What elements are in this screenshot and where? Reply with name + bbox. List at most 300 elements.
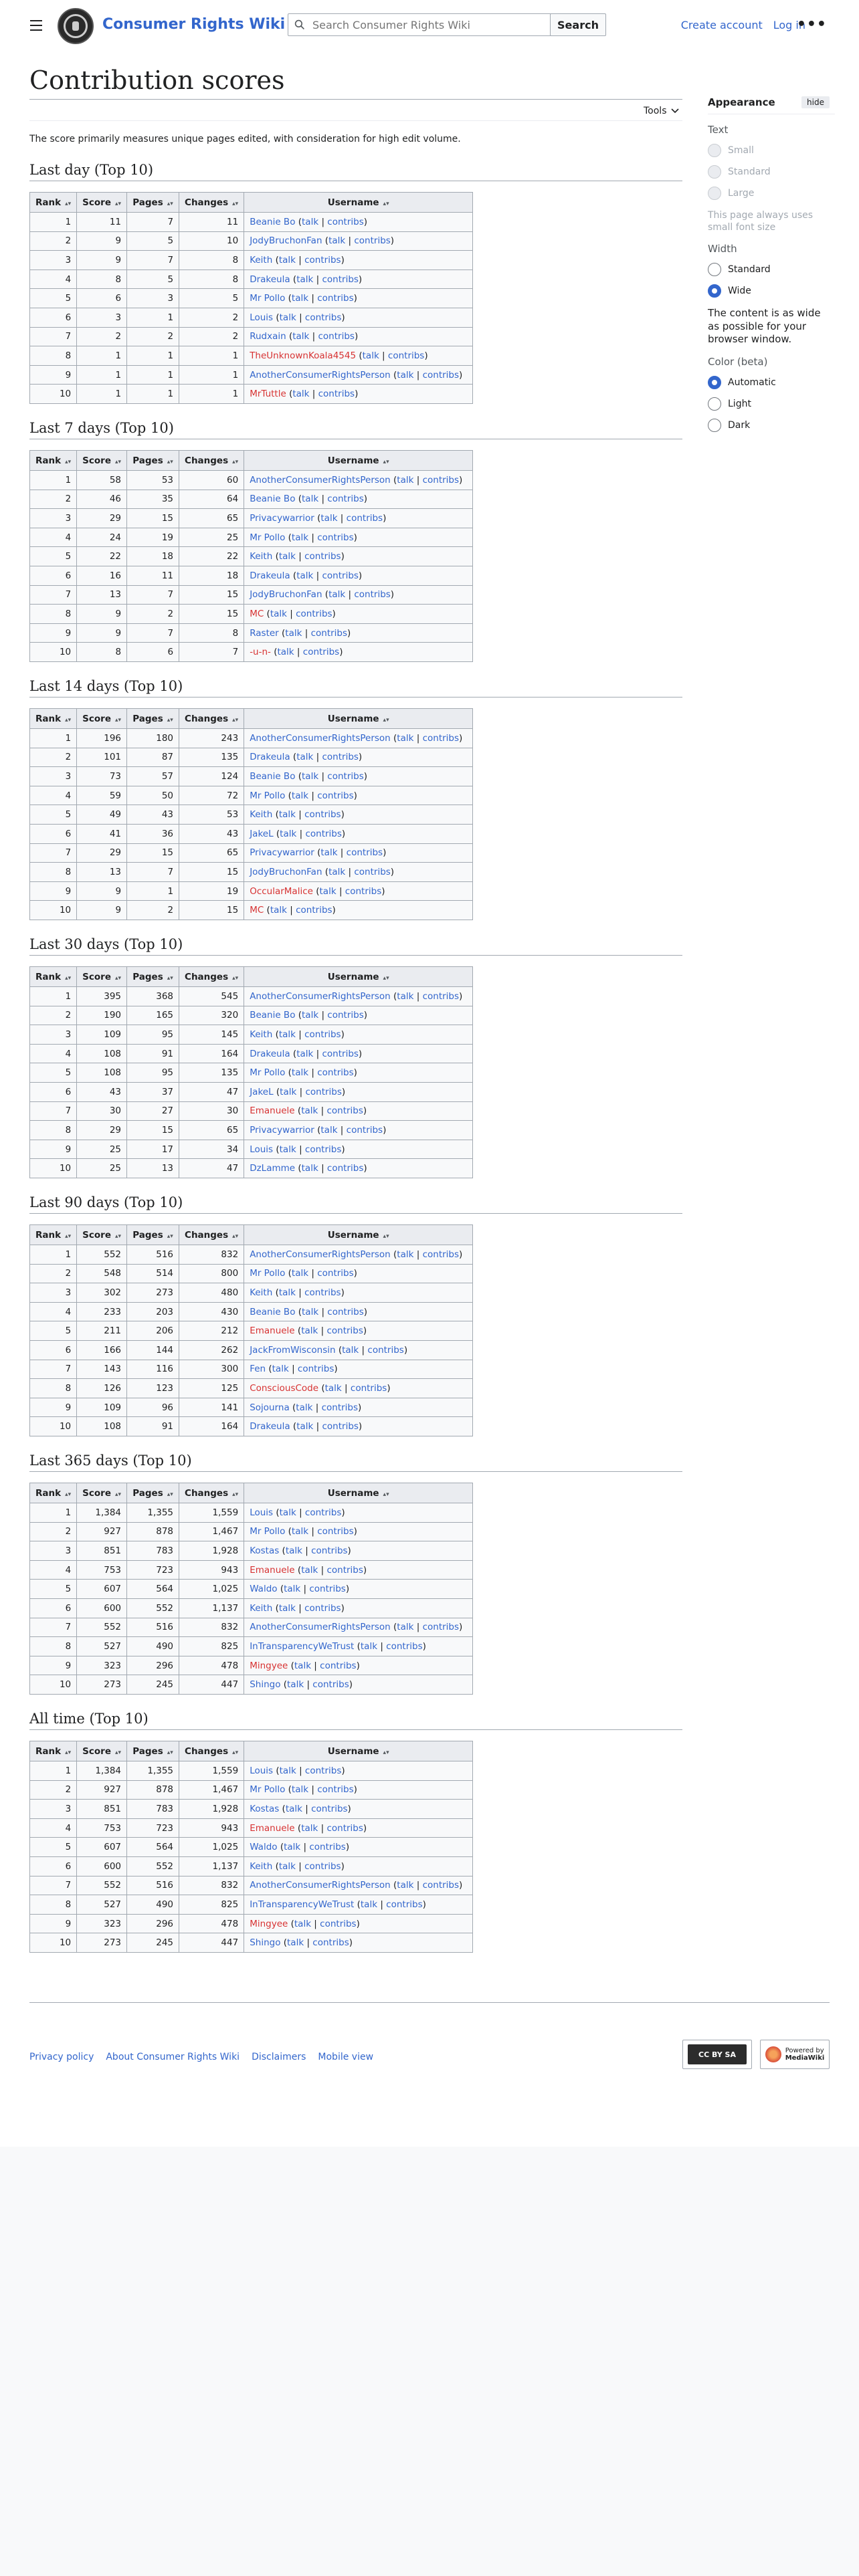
sort-icon[interactable]: ▴▾ (383, 458, 389, 465)
user-link[interactable]: Mr Pollo (250, 1268, 286, 1279)
user-talk-link[interactable]: talk (301, 1822, 318, 1834)
radio-icon[interactable] (708, 263, 721, 276)
user-link[interactable]: Privacywarrior (250, 1124, 314, 1136)
user-link[interactable]: ConsciousCode (250, 1382, 319, 1394)
user-link[interactable]: Louis (250, 312, 274, 323)
sort-icon[interactable]: ▴▾ (383, 200, 389, 207)
user-contribs-link[interactable]: contribs (317, 1268, 354, 1279)
sort-icon[interactable]: ▴▾ (114, 1232, 122, 1240)
user-link[interactable]: Mr Pollo (250, 1784, 286, 1796)
user-contribs-link[interactable]: contribs (354, 235, 391, 247)
user-talk-link[interactable]: talk (291, 532, 309, 543)
user-talk-link[interactable]: talk (319, 885, 337, 897)
user-contribs-link[interactable]: contribs (346, 512, 383, 524)
user-talk-link[interactable]: talk (302, 1010, 319, 1021)
user-contribs-link[interactable]: contribs (304, 1144, 342, 1155)
user-talk-link[interactable]: talk (272, 1364, 289, 1375)
user-link[interactable]: InTransparencyWeTrust (250, 1640, 355, 1652)
user-link[interactable]: Raster (250, 627, 279, 639)
user-contribs-link[interactable]: contribs (318, 389, 355, 400)
sort-icon[interactable]: ▴▾ (383, 716, 389, 724)
user-contribs-link[interactable]: contribs (321, 1402, 359, 1413)
powered-by-mediawiki-badge[interactable] (760, 2040, 830, 2069)
user-contribs-link[interactable]: contribs (346, 847, 383, 859)
user-link[interactable]: Emanuele (250, 1105, 295, 1117)
user-contribs-link[interactable]: contribs (311, 1545, 348, 1556)
column-header-username[interactable] (244, 451, 473, 471)
user-contribs-link[interactable]: contribs (354, 866, 391, 877)
user-talk-link[interactable]: talk (278, 551, 296, 562)
user-link[interactable]: Fen (250, 1364, 266, 1375)
user-link[interactable]: Mr Pollo (250, 1526, 286, 1537)
sort-icon[interactable]: ▴▾ (232, 458, 239, 465)
user-contribs-link[interactable]: contribs (304, 1765, 342, 1776)
user-contribs-link[interactable]: contribs (297, 1364, 335, 1375)
user-talk-link[interactable]: talk (397, 369, 414, 381)
column-header-rank[interactable] (30, 967, 77, 987)
tools-menu[interactable] (644, 106, 679, 116)
user-contribs-link[interactable]: contribs (309, 1842, 346, 1853)
user-link[interactable]: Privacywarrior (250, 512, 314, 524)
more-options-icon[interactable]: ••• (796, 16, 827, 33)
sort-icon[interactable]: ▴▾ (232, 200, 239, 207)
user-talk-link[interactable]: talk (397, 990, 414, 1002)
user-talk-link[interactable]: talk (277, 647, 294, 658)
user-talk-link[interactable]: talk (296, 1402, 313, 1413)
user-contribs-link[interactable]: contribs (386, 1640, 423, 1652)
user-link[interactable]: Beanie Bo (250, 770, 296, 782)
mobile-view-link[interactable]: Mobile view (318, 2052, 374, 2062)
sort-icon[interactable]: ▴▾ (383, 1491, 389, 1498)
user-contribs-link[interactable]: contribs (309, 1584, 346, 1595)
column-header-score[interactable] (77, 1225, 127, 1245)
sort-icon[interactable]: ▴▾ (232, 1232, 239, 1240)
user-link[interactable]: Mr Pollo (250, 1067, 286, 1079)
user-talk-link[interactable]: talk (270, 608, 287, 619)
user-talk-link[interactable]: talk (328, 866, 346, 877)
user-contribs-link[interactable]: contribs (317, 532, 354, 543)
user-contribs-link[interactable]: contribs (317, 1526, 354, 1537)
column-header-username[interactable] (244, 1741, 473, 1761)
sort-icon[interactable]: ▴▾ (232, 974, 239, 982)
user-link[interactable]: AnotherConsumerRightsPerson (250, 990, 391, 1002)
user-link[interactable]: Shingo (250, 1937, 281, 1949)
column-header-pages[interactable] (127, 967, 179, 987)
sort-icon[interactable]: ▴▾ (383, 1749, 389, 1756)
sort-icon[interactable]: ▴▾ (167, 1491, 173, 1498)
column-header-username[interactable] (244, 967, 473, 987)
search-button[interactable]: Search (550, 13, 606, 36)
user-contribs-link[interactable]: contribs (304, 312, 342, 323)
user-talk-link[interactable]: talk (320, 512, 338, 524)
user-talk-link[interactable]: talk (285, 627, 302, 639)
user-link[interactable]: JodyBruchonFan (250, 235, 322, 247)
user-talk-link[interactable]: talk (296, 752, 314, 763)
user-talk-link[interactable]: talk (320, 847, 338, 859)
column-header-pages[interactable] (127, 1225, 179, 1245)
user-talk-link[interactable]: talk (284, 1584, 301, 1595)
user-talk-link[interactable]: talk (324, 1382, 342, 1394)
column-header-rank[interactable] (30, 1225, 77, 1245)
user-contribs-link[interactable]: contribs (422, 1880, 460, 1891)
disclaimers-link[interactable]: Disclaimers (252, 2052, 306, 2062)
user-contribs-link[interactable]: contribs (422, 474, 460, 486)
user-contribs-link[interactable]: contribs (317, 790, 354, 801)
search-input[interactable] (311, 15, 551, 35)
user-link[interactable]: Drakeula (250, 274, 290, 285)
user-link[interactable]: Emanuele (250, 1822, 295, 1834)
user-contribs-link[interactable]: contribs (386, 1899, 423, 1910)
user-talk-link[interactable]: talk (301, 1325, 318, 1337)
sort-icon[interactable]: ▴▾ (114, 458, 122, 465)
user-link[interactable]: Keith (250, 254, 273, 265)
user-talk-link[interactable]: talk (302, 1306, 319, 1317)
login-link[interactable]: Log in (773, 19, 805, 31)
user-link[interactable]: -u-n- (250, 647, 271, 658)
user-talk-link[interactable]: talk (320, 1124, 338, 1136)
user-talk-link[interactable]: talk (301, 1564, 318, 1576)
user-talk-link[interactable]: talk (342, 1344, 359, 1356)
radio-icon[interactable] (708, 419, 721, 432)
user-link[interactable]: AnotherConsumerRightsPerson (250, 1880, 391, 1891)
sort-icon[interactable]: ▴▾ (65, 1491, 72, 1498)
user-talk-link[interactable]: talk (291, 1067, 309, 1079)
user-talk-link[interactable]: talk (291, 790, 309, 801)
user-contribs-link[interactable]: contribs (322, 1421, 359, 1432)
user-link[interactable]: Waldo (250, 1584, 278, 1595)
sort-icon[interactable]: ▴▾ (65, 1749, 72, 1756)
sort-icon[interactable]: ▴▾ (167, 716, 173, 724)
user-link[interactable]: Beanie Bo (250, 1010, 296, 1021)
user-link[interactable]: Mingyee (250, 1918, 288, 1929)
sort-icon[interactable]: ▴▾ (167, 974, 173, 982)
column-header-score[interactable] (77, 709, 127, 729)
user-contribs-link[interactable]: contribs (326, 1105, 363, 1117)
user-contribs-link[interactable]: contribs (304, 809, 341, 821)
user-talk-link[interactable]: talk (278, 1287, 296, 1298)
user-link[interactable]: Keith (250, 1602, 273, 1614)
user-talk-link[interactable]: talk (294, 1660, 312, 1671)
user-talk-link[interactable]: talk (285, 1803, 302, 1814)
user-talk-link[interactable]: talk (397, 474, 414, 486)
user-contribs-link[interactable]: contribs (304, 254, 341, 265)
user-link[interactable]: Drakeula (250, 570, 290, 581)
user-talk-link[interactable]: talk (285, 1545, 302, 1556)
user-link[interactable]: Mr Pollo (250, 532, 286, 543)
user-talk-link[interactable]: talk (279, 1765, 296, 1776)
user-link[interactable]: InTransparencyWeTrust (250, 1899, 355, 1910)
user-contribs-link[interactable]: contribs (317, 1784, 354, 1796)
column-header-rank[interactable] (30, 451, 77, 471)
user-contribs-link[interactable]: contribs (345, 885, 382, 897)
site-logo[interactable] (58, 8, 94, 44)
user-link[interactable]: Kostas (250, 1545, 280, 1556)
create-account-link[interactable]: Create account (680, 19, 763, 31)
column-header-changes[interactable] (179, 967, 244, 987)
user-link[interactable]: Mr Pollo (250, 790, 286, 801)
user-link[interactable]: MrTuttle (250, 389, 286, 400)
column-header-pages[interactable] (127, 1741, 179, 1761)
column-header-changes[interactable] (179, 1741, 244, 1761)
user-contribs-link[interactable]: contribs (354, 589, 391, 601)
user-contribs-link[interactable]: contribs (296, 905, 332, 916)
user-contribs-link[interactable]: contribs (305, 1086, 342, 1097)
user-talk-link[interactable]: talk (302, 770, 319, 782)
user-contribs-link[interactable]: contribs (422, 990, 460, 1002)
user-contribs-link[interactable]: contribs (387, 350, 425, 361)
user-contribs-link[interactable]: contribs (346, 1124, 383, 1136)
user-talk-link[interactable]: talk (279, 1507, 296, 1518)
user-talk-link[interactable]: talk (280, 1086, 297, 1097)
column-header-changes[interactable] (179, 1225, 244, 1245)
user-talk-link[interactable]: talk (278, 254, 296, 265)
user-link[interactable]: Louis (250, 1144, 274, 1155)
user-link[interactable]: Shingo (250, 1679, 281, 1691)
user-contribs-link[interactable]: contribs (320, 1918, 357, 1929)
sort-icon[interactable]: ▴▾ (167, 458, 173, 465)
user-talk-link[interactable]: talk (301, 1105, 318, 1117)
width-wide[interactable]: Wide (708, 284, 835, 298)
sort-icon[interactable]: ▴▾ (114, 1749, 122, 1756)
column-header-score[interactable] (77, 967, 127, 987)
user-contribs-link[interactable]: contribs (318, 331, 355, 342)
sort-icon[interactable]: ▴▾ (232, 1749, 239, 1756)
user-talk-link[interactable]: talk (302, 494, 319, 505)
user-contribs-link[interactable]: contribs (326, 1822, 363, 1834)
column-header-username[interactable] (244, 1483, 473, 1503)
sort-icon[interactable]: ▴▾ (65, 716, 72, 724)
user-talk-link[interactable]: talk (397, 732, 414, 744)
user-talk-link[interactable]: talk (397, 1622, 414, 1633)
user-link[interactable]: Keith (250, 1287, 273, 1298)
column-header-score[interactable] (77, 193, 127, 213)
column-header-changes[interactable] (179, 451, 244, 471)
user-link[interactable]: Emanuele (250, 1564, 295, 1576)
sort-icon[interactable]: ▴▾ (232, 1491, 239, 1498)
main-menu-icon[interactable] (25, 15, 47, 36)
user-talk-link[interactable]: talk (278, 809, 296, 821)
sort-icon[interactable]: ▴▾ (114, 1491, 122, 1498)
user-link[interactable]: Emanuele (250, 1325, 295, 1337)
user-contribs-link[interactable]: contribs (317, 1067, 354, 1079)
cc-license-badge[interactable] (682, 2040, 752, 2069)
user-talk-link[interactable]: talk (301, 1163, 318, 1174)
user-link[interactable]: Beanie Bo (250, 1306, 296, 1317)
user-contribs-link[interactable]: contribs (326, 1564, 363, 1576)
user-link[interactable]: Rudxain (250, 331, 286, 342)
column-header-pages[interactable] (127, 709, 179, 729)
column-header-rank[interactable] (30, 709, 77, 729)
column-header-score[interactable] (77, 1483, 127, 1503)
user-link[interactable]: Beanie Bo (250, 216, 296, 227)
sort-icon[interactable]: ▴▾ (167, 1749, 173, 1756)
user-contribs-link[interactable]: contribs (367, 1344, 404, 1356)
user-contribs-link[interactable]: contribs (327, 770, 364, 782)
user-talk-link[interactable]: talk (397, 1880, 414, 1891)
user-contribs-link[interactable]: contribs (312, 1679, 349, 1691)
user-talk-link[interactable]: talk (279, 1144, 296, 1155)
column-header-score[interactable] (77, 451, 127, 471)
column-header-pages[interactable] (127, 1483, 179, 1503)
user-talk-link[interactable]: talk (292, 389, 310, 400)
user-talk-link[interactable]: talk (291, 1526, 309, 1537)
color-light[interactable]: Light (708, 397, 835, 411)
user-contribs-link[interactable]: contribs (317, 293, 354, 304)
sort-icon[interactable]: ▴▾ (383, 1232, 389, 1240)
user-link[interactable]: AnotherConsumerRightsPerson (250, 369, 391, 381)
user-contribs-link[interactable]: contribs (327, 1010, 364, 1021)
user-link[interactable]: Keith (250, 809, 273, 821)
user-contribs-link[interactable]: contribs (327, 216, 364, 227)
user-talk-link[interactable]: talk (397, 1249, 414, 1260)
user-contribs-link[interactable]: contribs (310, 627, 348, 639)
hide-button[interactable]: hide (801, 96, 830, 108)
user-link[interactable]: DzLamme (250, 1163, 296, 1174)
user-link[interactable]: Beanie Bo (250, 494, 296, 505)
user-contribs-link[interactable]: contribs (304, 1029, 341, 1040)
user-talk-link[interactable]: talk (287, 1937, 304, 1949)
sort-icon[interactable]: ▴▾ (383, 974, 389, 982)
search-box[interactable] (288, 13, 551, 36)
column-header-score[interactable] (77, 1741, 127, 1761)
user-link[interactable]: Louis (250, 1765, 274, 1776)
user-talk-link[interactable]: talk (294, 1918, 312, 1929)
user-link[interactable]: MC (250, 905, 264, 916)
sort-icon[interactable]: ▴▾ (65, 200, 72, 207)
user-link[interactable]: JodyBruchonFan (250, 866, 322, 877)
sort-icon[interactable]: ▴▾ (167, 1232, 173, 1240)
user-contribs-link[interactable]: contribs (322, 274, 359, 285)
user-link[interactable]: AnotherConsumerRightsPerson (250, 474, 391, 486)
user-talk-link[interactable]: talk (280, 828, 297, 839)
column-header-pages[interactable] (127, 193, 179, 213)
user-contribs-link[interactable]: contribs (322, 1048, 359, 1059)
color-automatic[interactable]: Automatic (708, 376, 835, 389)
column-header-username[interactable] (244, 193, 473, 213)
column-header-pages[interactable] (127, 451, 179, 471)
radio-checked-icon[interactable] (708, 284, 721, 298)
privacy-policy-link[interactable]: Privacy policy (29, 2052, 94, 2062)
user-contribs-link[interactable]: contribs (350, 1382, 387, 1394)
column-header-changes[interactable] (179, 1483, 244, 1503)
user-link[interactable]: Mingyee (250, 1660, 288, 1671)
user-talk-link[interactable]: talk (296, 570, 314, 581)
sort-icon[interactable]: ▴▾ (65, 1232, 72, 1240)
user-talk-link[interactable]: talk (287, 1679, 304, 1691)
user-contribs-link[interactable]: contribs (422, 1249, 460, 1260)
site-title[interactable]: Consumer Rights Wiki (102, 16, 286, 33)
user-link[interactable]: Drakeula (250, 1048, 290, 1059)
user-link[interactable]: MC (250, 608, 264, 619)
user-talk-link[interactable]: talk (278, 1602, 296, 1614)
user-link[interactable]: Privacywarrior (250, 847, 314, 859)
user-talk-link[interactable]: talk (291, 1784, 309, 1796)
user-talk-link[interactable]: talk (284, 1842, 301, 1853)
user-link[interactable]: Sojourna (250, 1402, 290, 1413)
sort-icon[interactable]: ▴▾ (232, 716, 239, 724)
user-talk-link[interactable]: talk (270, 905, 287, 916)
user-contribs-link[interactable]: contribs (311, 1803, 348, 1814)
user-link[interactable]: OccularMalice (250, 885, 313, 897)
user-talk-link[interactable]: talk (360, 1640, 378, 1652)
user-contribs-link[interactable]: contribs (320, 1660, 357, 1671)
user-talk-link[interactable]: talk (291, 1268, 309, 1279)
user-link[interactable]: Kostas (250, 1803, 280, 1814)
user-contribs-link[interactable]: contribs (327, 1306, 364, 1317)
color-dark[interactable]: Dark (708, 419, 835, 432)
user-link[interactable]: Keith (250, 1029, 273, 1040)
user-link[interactable]: JakeL (250, 1086, 274, 1097)
user-contribs-link[interactable]: contribs (305, 828, 342, 839)
user-contribs-link[interactable]: contribs (326, 1325, 363, 1337)
user-talk-link[interactable]: talk (362, 350, 379, 361)
user-contribs-link[interactable]: contribs (422, 369, 460, 381)
user-talk-link[interactable]: talk (328, 589, 346, 601)
user-contribs-link[interactable]: contribs (304, 551, 341, 562)
user-link[interactable]: AnotherConsumerRightsPerson (250, 732, 391, 744)
user-link[interactable]: AnotherConsumerRightsPerson (250, 1249, 391, 1260)
user-talk-link[interactable]: talk (291, 293, 309, 304)
radio-checked-icon[interactable] (708, 376, 721, 389)
user-talk-link[interactable]: talk (296, 274, 314, 285)
user-link[interactable]: TheUnknownKoala4545 (250, 350, 357, 361)
user-link[interactable]: Drakeula (250, 1421, 290, 1432)
user-contribs-link[interactable]: contribs (422, 1622, 460, 1633)
user-link[interactable]: Mr Pollo (250, 293, 286, 304)
user-talk-link[interactable]: talk (328, 235, 346, 247)
user-talk-link[interactable]: talk (278, 1029, 296, 1040)
user-talk-link[interactable]: talk (296, 1048, 314, 1059)
user-link[interactable]: Keith (250, 551, 273, 562)
user-contribs-link[interactable]: contribs (302, 647, 340, 658)
user-link[interactable]: JackFromWisconsin (250, 1344, 336, 1356)
column-header-username[interactable] (244, 709, 473, 729)
column-header-rank[interactable] (30, 1483, 77, 1503)
sort-icon[interactable]: ▴▾ (114, 974, 122, 982)
sort-icon[interactable]: ▴▾ (167, 200, 173, 207)
about-link[interactable]: About Consumer Rights Wiki (106, 2052, 240, 2062)
width-standard[interactable]: Standard (708, 263, 835, 276)
user-contribs-link[interactable]: contribs (326, 1163, 364, 1174)
sort-icon[interactable]: ▴▾ (114, 200, 122, 207)
column-header-changes[interactable] (179, 193, 244, 213)
user-contribs-link[interactable]: contribs (322, 752, 359, 763)
user-contribs-link[interactable]: contribs (304, 1287, 341, 1298)
radio-icon[interactable] (708, 397, 721, 411)
column-header-changes[interactable] (179, 709, 244, 729)
user-talk-link[interactable]: talk (278, 1860, 296, 1872)
column-header-rank[interactable] (30, 193, 77, 213)
user-talk-link[interactable]: talk (292, 331, 310, 342)
user-talk-link[interactable]: talk (279, 312, 296, 323)
column-header-username[interactable] (244, 1225, 473, 1245)
sort-icon[interactable]: ▴▾ (65, 458, 72, 465)
user-contribs-link[interactable]: contribs (312, 1937, 349, 1949)
user-contribs-link[interactable]: contribs (322, 570, 359, 581)
user-link[interactable]: JodyBruchonFan (250, 589, 322, 601)
user-contribs-link[interactable]: contribs (422, 732, 460, 744)
column-header-rank[interactable] (30, 1741, 77, 1761)
user-contribs-link[interactable]: contribs (296, 608, 332, 619)
user-contribs-link[interactable]: contribs (304, 1860, 341, 1872)
user-link[interactable]: JakeL (250, 828, 274, 839)
user-link[interactable]: Louis (250, 1507, 274, 1518)
user-link[interactable]: AnotherConsumerRightsPerson (250, 1622, 391, 1633)
user-talk-link[interactable]: talk (296, 1421, 314, 1432)
user-link[interactable]: Keith (250, 1860, 273, 1872)
user-talk-link[interactable]: talk (302, 216, 319, 227)
user-contribs-link[interactable]: contribs (304, 1602, 341, 1614)
